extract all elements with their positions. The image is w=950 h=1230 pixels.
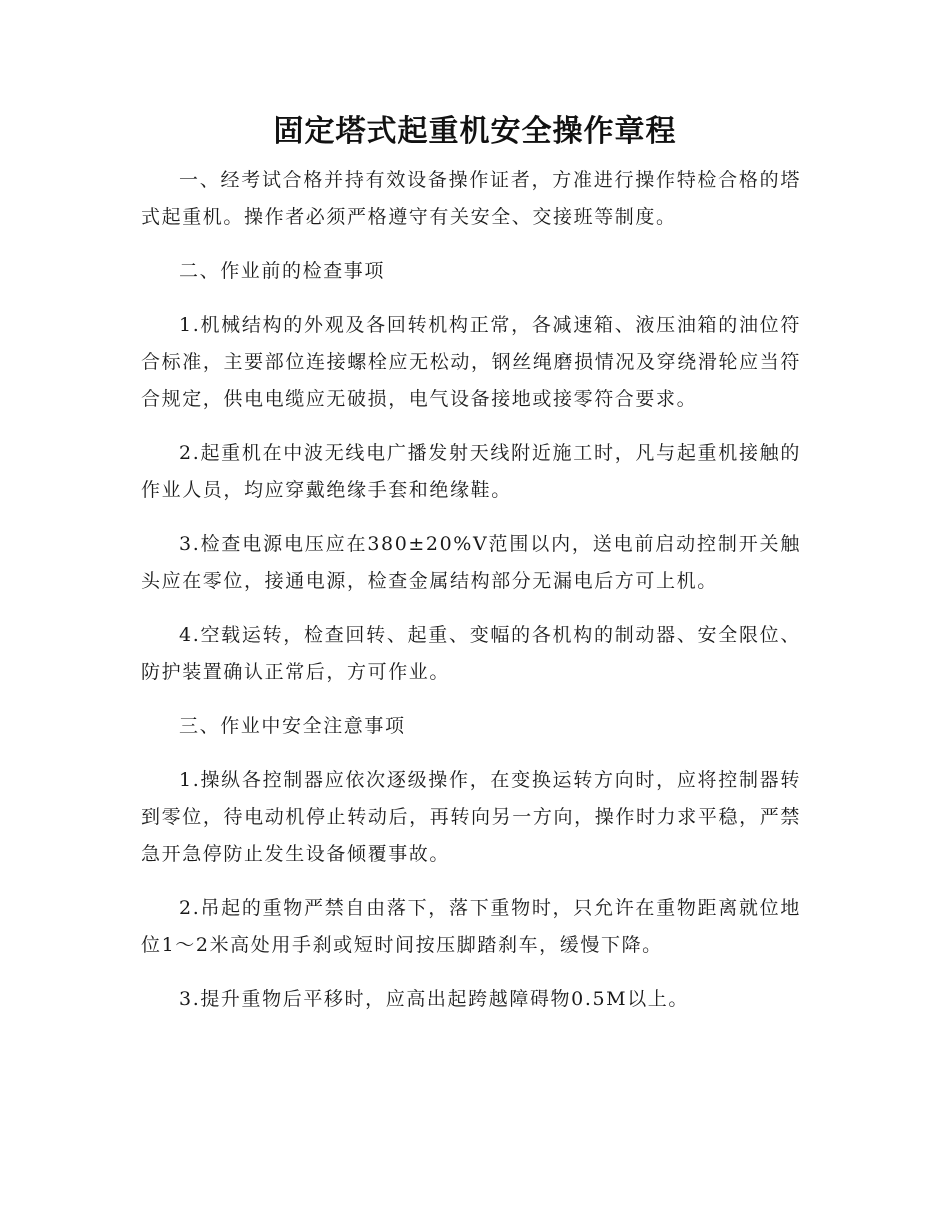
paragraph-check-item-2: 2.起重机在中波无线电广播发射天线附近施工时，凡与起重机接触的作业人员，均应穿戴绝缘手套和绝缘鞋。	[141, 442, 801, 501]
paragraph-safety-item-2: 2.吊起的重物严禁自由落下，落下重物时，只允许在重物距离就位地位1～2米高处用手刹或短时间按压脚踏刹车，缓慢下降。	[141, 897, 801, 956]
section-heading-pre-work-checks: 二、作业前的检查事项	[179, 260, 386, 282]
paragraph-check-item-4: 4.空载运转，检查回转、起重、变幅的各机构的制动器、安全限位、防护装置确认正常后，方可作业。	[141, 624, 801, 683]
document-title: 固定塔式起重机安全操作章程	[273, 114, 677, 149]
document-body	[141, 162, 801, 1035]
paragraph-check-item-1: 1.机械结构的外观及各回转机构正常，各减速箱、液压油箱的油位符合标准，主要部位连接螺栓应无松动，钢丝绳磨损情况及穿绕滑轮应当符合规定，供电电缆应无破损，电气设备接地或接零符合要求。	[141, 314, 801, 410]
paragraph-qualification: 一、经考试合格并持有效设备操作证者，方准进行操作特检合格的塔式起重机。操作者必须严格遵守有关安全、交接班等制度。	[141, 169, 801, 228]
paragraph-safety-item-3: 3.提升重物后平移时，应高出起跨越障碍物0.5M以上。	[179, 988, 689, 1010]
paragraph-check-item-3: 3.检查电源电压应在380±20%V范围以内，送电前启动控制开关触头应在零位，接通电源，检查金属结构部分无漏电后方可上机。	[141, 533, 801, 592]
section-heading-in-work-safety: 三、作业中安全注意事项	[179, 715, 406, 737]
paragraph-safety-item-1: 1.操纵各控制器应依次逐级操作，在变换运转方向时，应将控制器转到零位，待电动机停止转动后，再转向另一方向，操作时力求平稳，严禁急开急停防止发生设备倾覆事故。	[141, 769, 801, 865]
